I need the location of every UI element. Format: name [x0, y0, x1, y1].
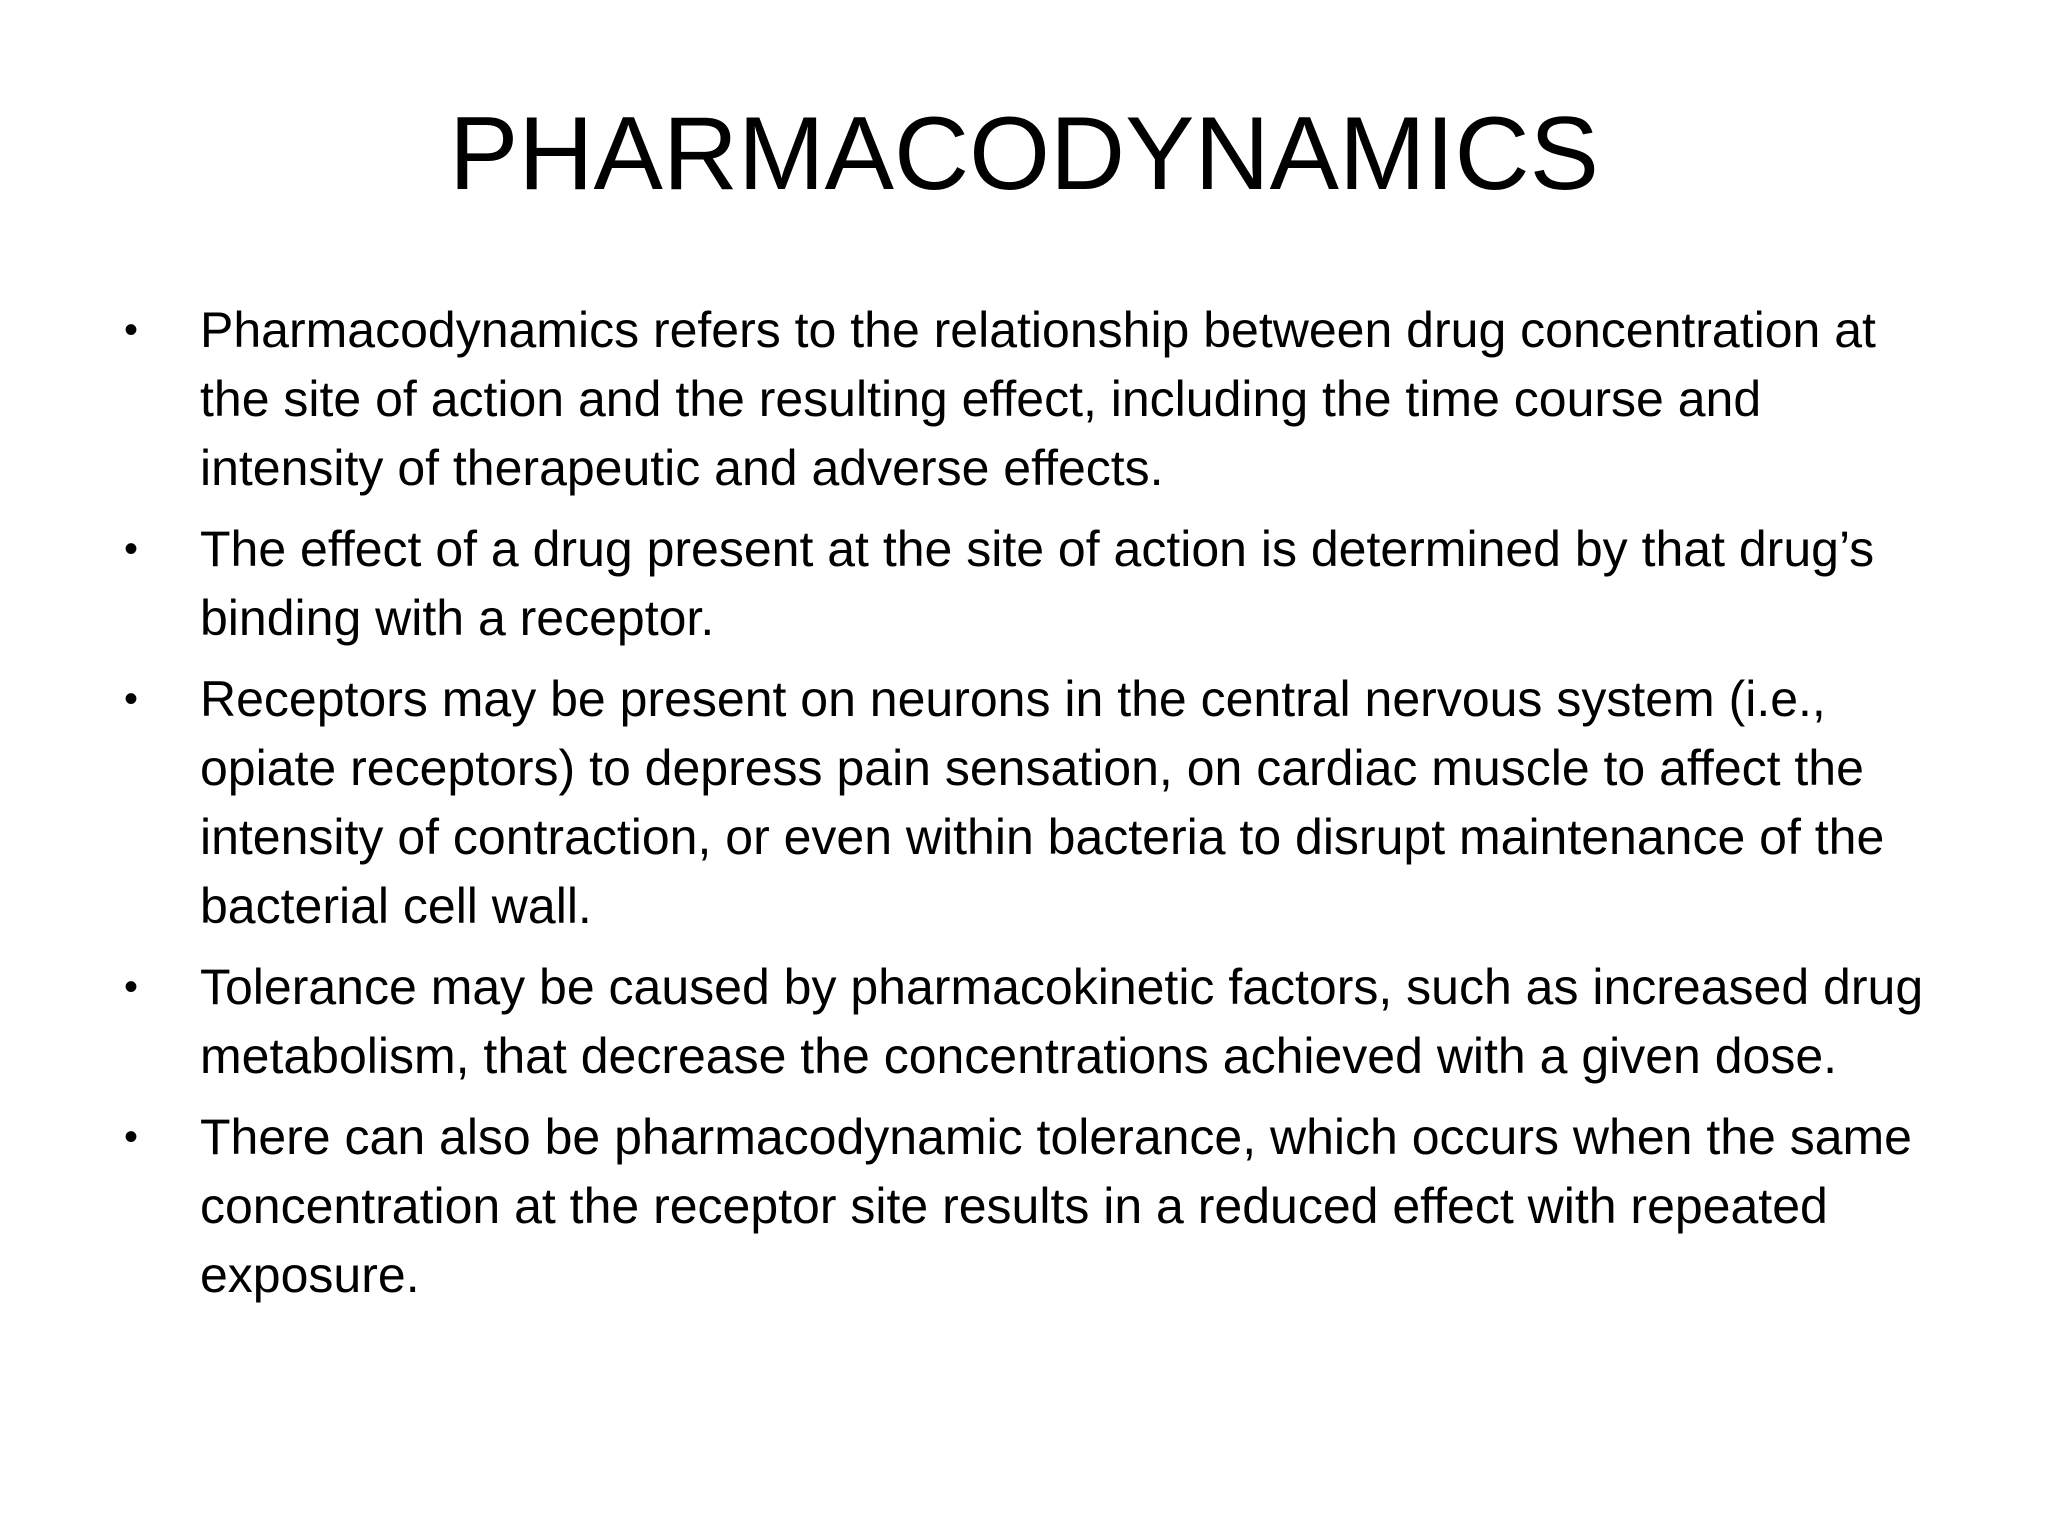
bullet-item: [0, 296, 2048, 503]
bullet-item: [0, 1103, 2048, 1310]
slide-title: PHARMACODYNAMICS: [449, 96, 1599, 212]
bullet-dot-icon: •: [124, 965, 139, 1009]
bullet-text: Receptors may be present on neurons in the central nervous system (i.e., opiate receptors) to depress pain sensation, on cardiac muscle to affect the intensity of contraction, or even within bacteria to disrupt maintenance of the bacterial cell wall.: [200, 671, 1885, 934]
bullet-text: Tolerance may be caused by pharmacokinetic factors, such as increased drug metabolism, that decrease the concentrations achieved with a given dose.: [200, 959, 1924, 1084]
bullet-list: [0, 296, 2048, 1322]
bullet-dot-icon: •: [124, 677, 139, 721]
bullet-dot-icon: •: [124, 1115, 139, 1159]
bullet-text: The effect of a drug present at the site of action is determined by that drug’s binding with a receptor.: [200, 521, 1875, 646]
bullet-item: [0, 665, 2048, 941]
bullet-item: [0, 953, 2048, 1091]
bullet-text: There can also be pharmacodynamic tolerance, which occurs when the same concentration at the receptor site results in a reduced effect with repeated exposure.: [200, 1109, 1912, 1303]
bullet-dot-icon: •: [124, 308, 139, 352]
bullet-dot-icon: •: [124, 527, 139, 571]
bullet-item: [0, 515, 2048, 653]
bullet-text: Pharmacodynamics refers to the relationship between drug concentration at the site of action and the resulting effect, including the time course and intensity of therapeutic and adverse effects.: [200, 302, 1876, 496]
